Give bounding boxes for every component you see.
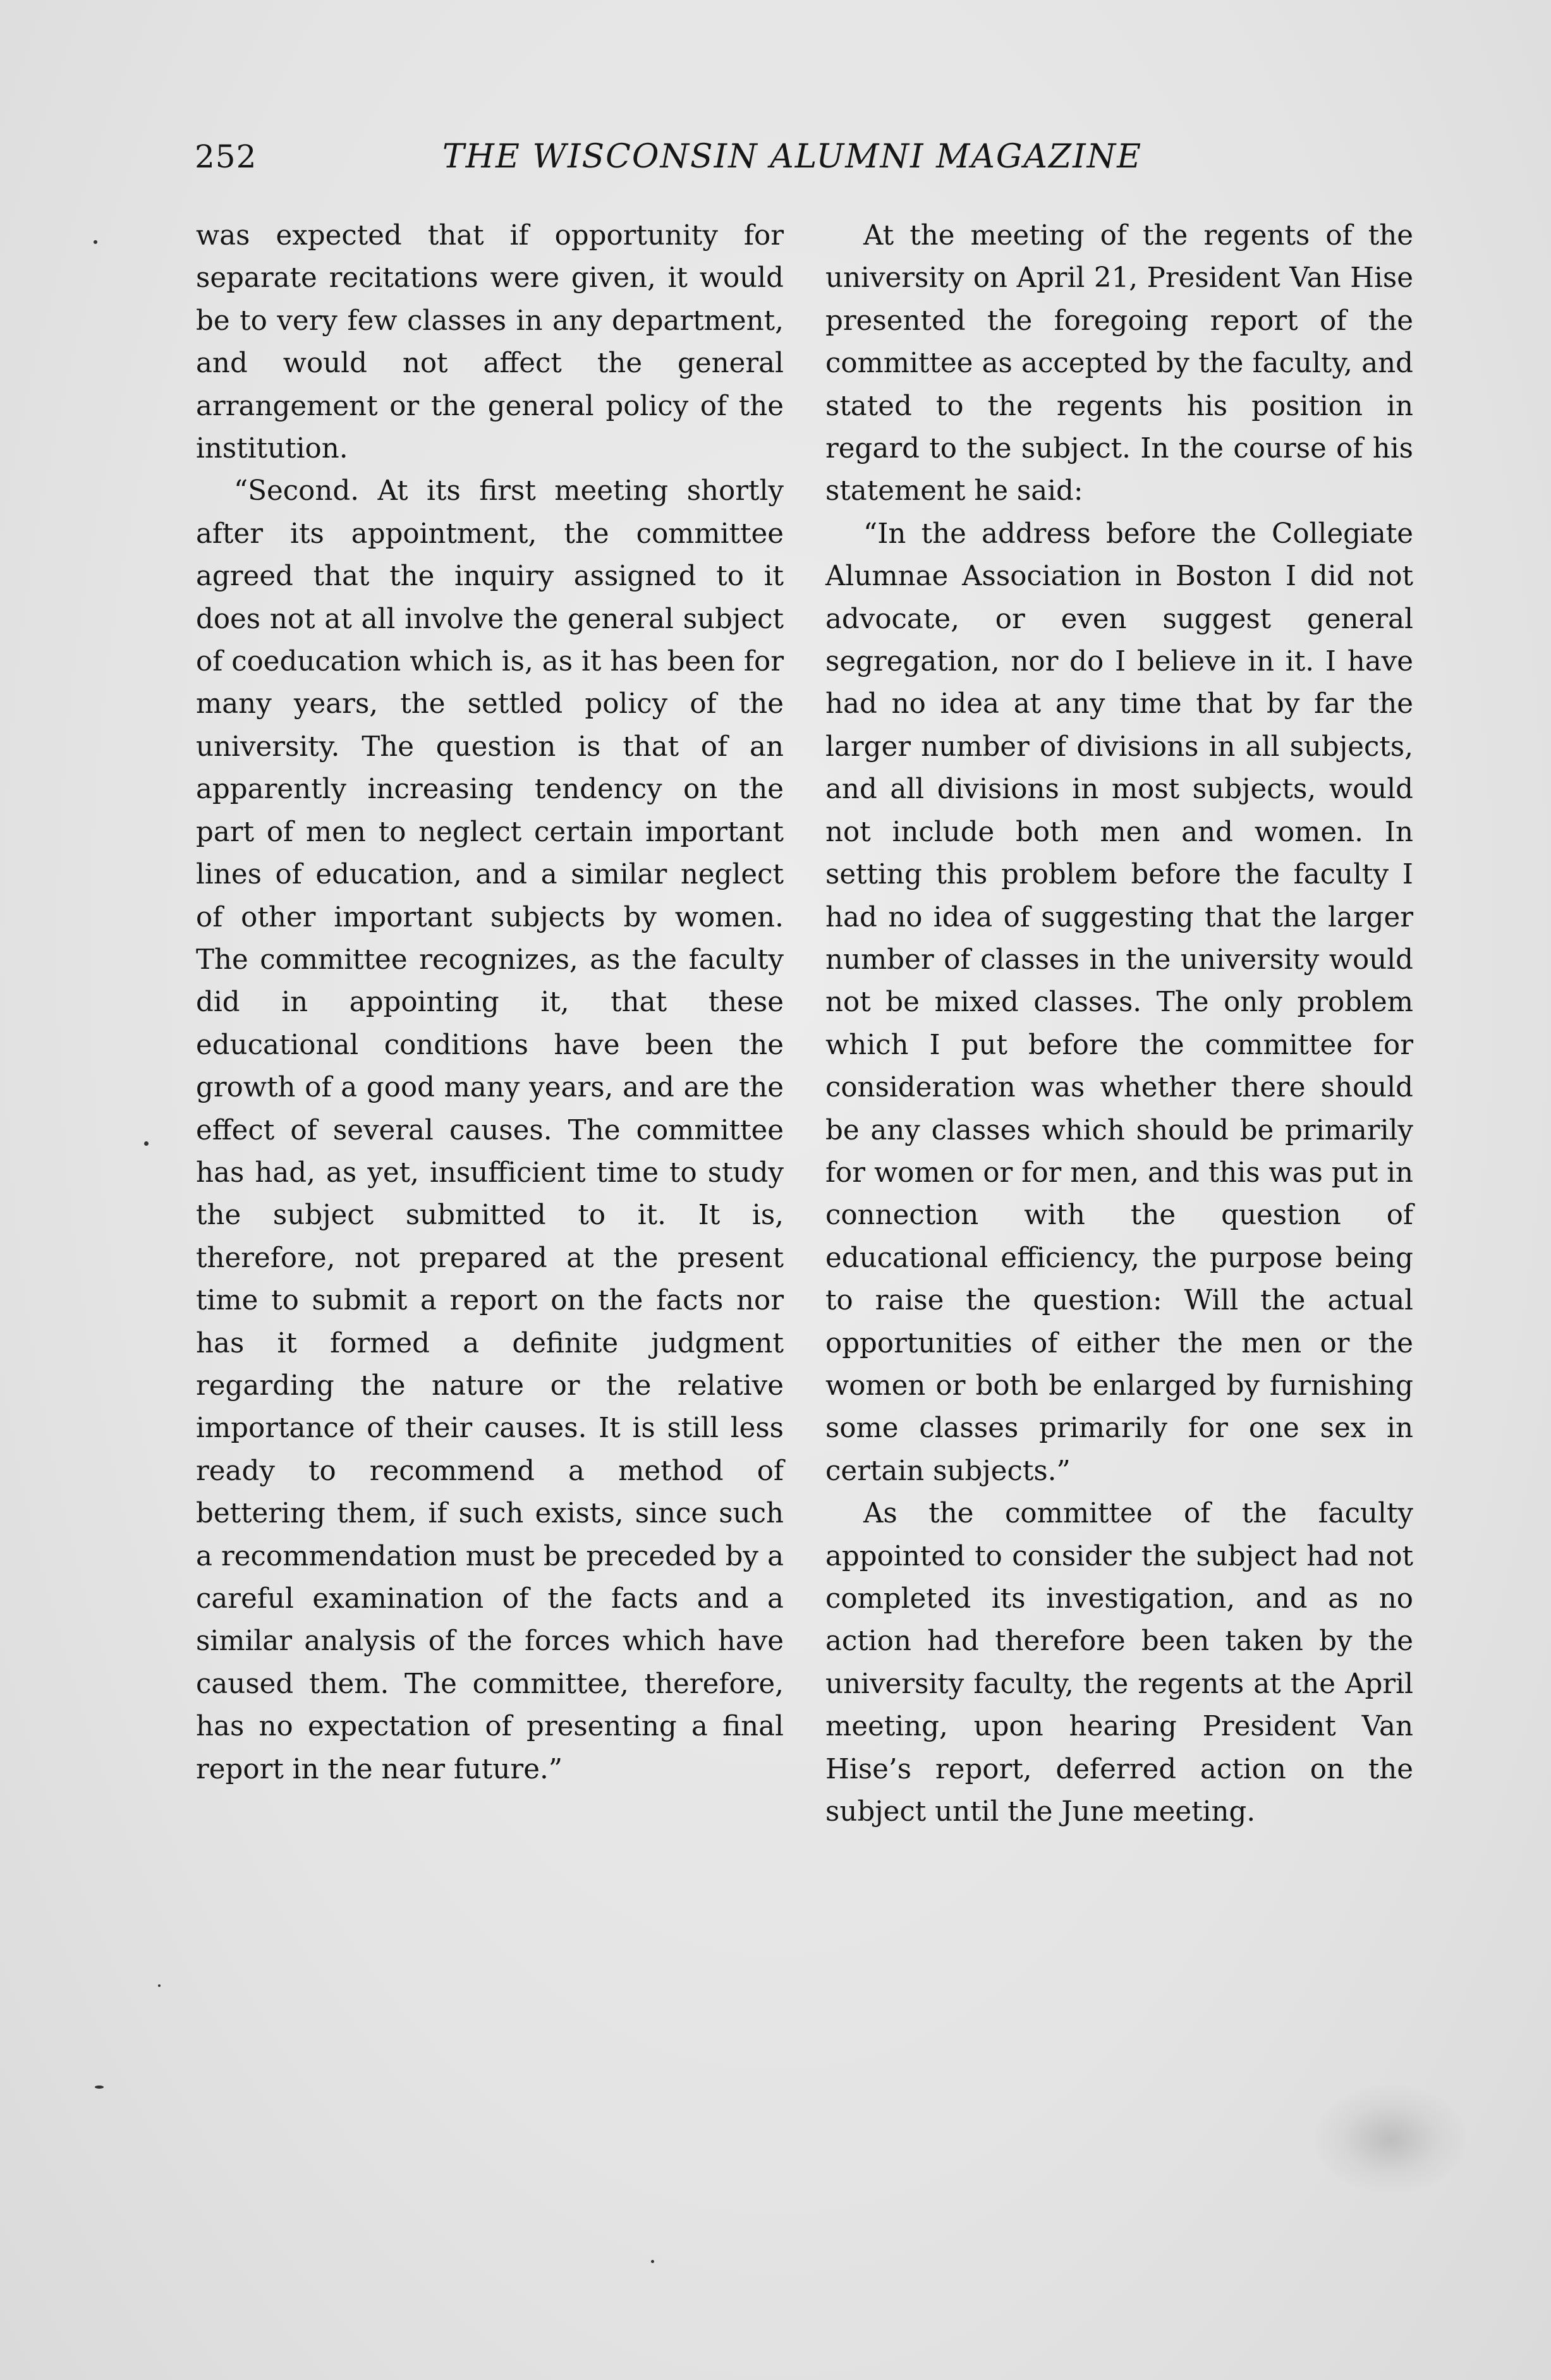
paragraph-deferred-action: As the committee of the faculty appointed to consider the subject had not completed its investigation, and as no action had therefore been taken by the university faculty, the regents at the April meeting, upon hearing President Van Hise’s report, deferred action on the subject until the June meeting.: [825, 1498, 1413, 1828]
right-column: [825, 215, 1413, 1833]
paragraph-second-point: “Second. At its first meeting shortly after its appointment, the committee agreed that the inquiry assigned to it does not at all involve the general subject of coeducation which is, as it has been for many years, the settled policy of the university. The question is that of an apparently increasing tendency on the part of men to neglect certain important lines of education, and a similar neglect of other important subjects by women. The committee recognizes, as the faculty did in appointing it, that these educational conditions have been the growth of a good many years, and are the effect of several causes. The committee has had, as yet, insufficient time to study the subject submitted to it. It is, therefore, not prepared at the present time to submit a report on the facts nor has it formed a definite judgment regarding the nature or the relative importance of their causes. It is still less ready to recommend a method of bettering them, if such exists, since such a recommendation must be preceded by a careful examination of the facts and a similar analysis of the forces which have caused them. The committee, therefore, has no expectation of presenting a final report in the near future.”: [196, 475, 784, 1785]
paper-speck: [144, 1141, 149, 1146]
paper-smudge: [1315, 2086, 1466, 2193]
paper-speck: [158, 1984, 161, 1987]
page-number: 252: [195, 138, 257, 175]
paper-speck: [95, 2086, 104, 2089]
paragraph-president-quote: “In the address before the Collegiate Alumnae Association in Boston I did not advocate, or even suggest general segregation, nor do I believe in it. I have had no idea at any time that by far the larger number of divisions in all subjects, and all divisions in most subjects, would not include both men and women. In setting this problem before the faculty I had no idea of suggesting that the larger number of classes in the university would not be mixed classes. The only problem which I put before the committee for consideration was whether there should be any classes which should be primarily for women or for men, and this was put in connection with the question of educational efficiency, the purpose being to raise the question: Will the actual opportunities of either the men or the women or both be enlarged by furnishing some classes primarily for one sex in certain subjects.”: [825, 518, 1413, 1487]
paragraph-regents-meeting: At the meeting of the regents of the university on April 21, President Van Hise presented the foregoing report of the committee as accepted by the faculty, and stated to the regents his position in regard to the subject. In the course of his statement he said:: [825, 220, 1413, 507]
paper-speck: [651, 2260, 654, 2263]
running-head: THE WISCONSIN ALUMNI MAGAZINE: [442, 138, 1143, 176]
paper-speck: [94, 240, 97, 244]
left-column: [196, 215, 784, 1791]
paragraph-continuation: was expected that if opportunity for separate recitations were given, it would be to very few classes in any department, and would not affect the general arrangement or the general policy of the institution.: [196, 220, 784, 465]
